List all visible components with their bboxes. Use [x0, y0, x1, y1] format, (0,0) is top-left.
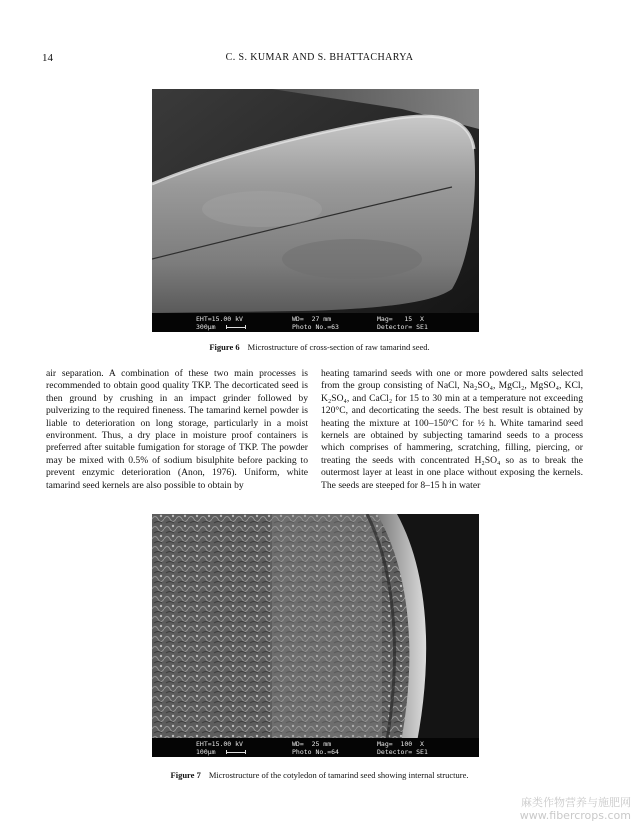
working-distance-readout: WD= 27 mm [292, 315, 332, 323]
scale-label: 300μm [196, 323, 216, 331]
detector-readout: Detector= SE1 [377, 323, 428, 331]
watermark [520, 796, 631, 822]
detector-readout: Detector= SE1 [377, 748, 428, 756]
cotyledon-structure-image [152, 514, 479, 757]
watermark-line1: 麻类作物营养与施肥网 [521, 796, 631, 809]
figure-6-caption: Figure 6 Microstructure of cross-section of raw tamarind seed. [209, 342, 430, 352]
scale-bar [226, 325, 246, 329]
figure-6-micrograph [152, 89, 479, 332]
figure-7-micrograph [152, 514, 479, 757]
scale-bar [226, 750, 246, 754]
magnification-readout: Mag= 15 X [377, 315, 424, 323]
eht-readout: EHT=15.00 kV [196, 315, 243, 323]
sem-databar [152, 313, 479, 332]
photo-number: Photo No.=63 [292, 323, 339, 331]
figure-7-caption: Figure 7 Microstructure of the cotyledon of tamarind seed showing internal structure. [170, 770, 469, 780]
body-right-column: heating tamarind seeds with one or more powdered salts selected from the group consisting of NaCl, Na₂SO₄, MgCl₂, MgSO₄, KCl, K₂SO₄, and CaCl₂ for 15 to 30 min at a temperature not exceeding 120°C, and decorticating the seeds. The best result is obtained by heating the mixture at 100–150°C for ½ h. White tamarind seed kernels are obtained by subjecting tamarind seeds to a process which comprises of hammering, scratching, filling, piercing, or treating the seeds with concentrated H₂SO₄ so as to break the outermost layer at least in one place without exposing the kernels. The seeds are steeped for 8–15 h in water [321, 368, 583, 491]
sem-databar [152, 738, 479, 757]
working-distance-readout: WD= 25 mm [292, 740, 332, 748]
page-number: 14 [42, 52, 53, 64]
magnification-readout: Mag= 100 X [377, 740, 424, 748]
seed-cross-section-image [152, 89, 479, 332]
running-title: C. S. KUMAR AND S. BHATTACHARYA [225, 52, 414, 63]
body-left-column: air separation. A combination of these two main processes is recommended to obtain good quality TKP. The decorticated seed is then ground by crushing in an impact grinder followed by pulverizing to the required fineness. The tamarind kernel powder is liable to deterioration on long storage, particularly in a moist environment. Thus, a dry place in moisture proof containers is preferred after suitable fumigation for storage of TKP. The powder may be mixed with 0.5% of sodium bisulphite before packing to prevent enzymic deterioration (Anon, 1976). Uniform, white tamarind seed kernels are also possible to obtain by [46, 368, 308, 491]
watermark-line2: www.fibercrops.com [519, 809, 631, 822]
scale-label: 100μm [196, 748, 216, 756]
eht-readout: EHT=15.00 kV [196, 740, 243, 748]
photo-number: Photo No.=64 [292, 748, 339, 756]
